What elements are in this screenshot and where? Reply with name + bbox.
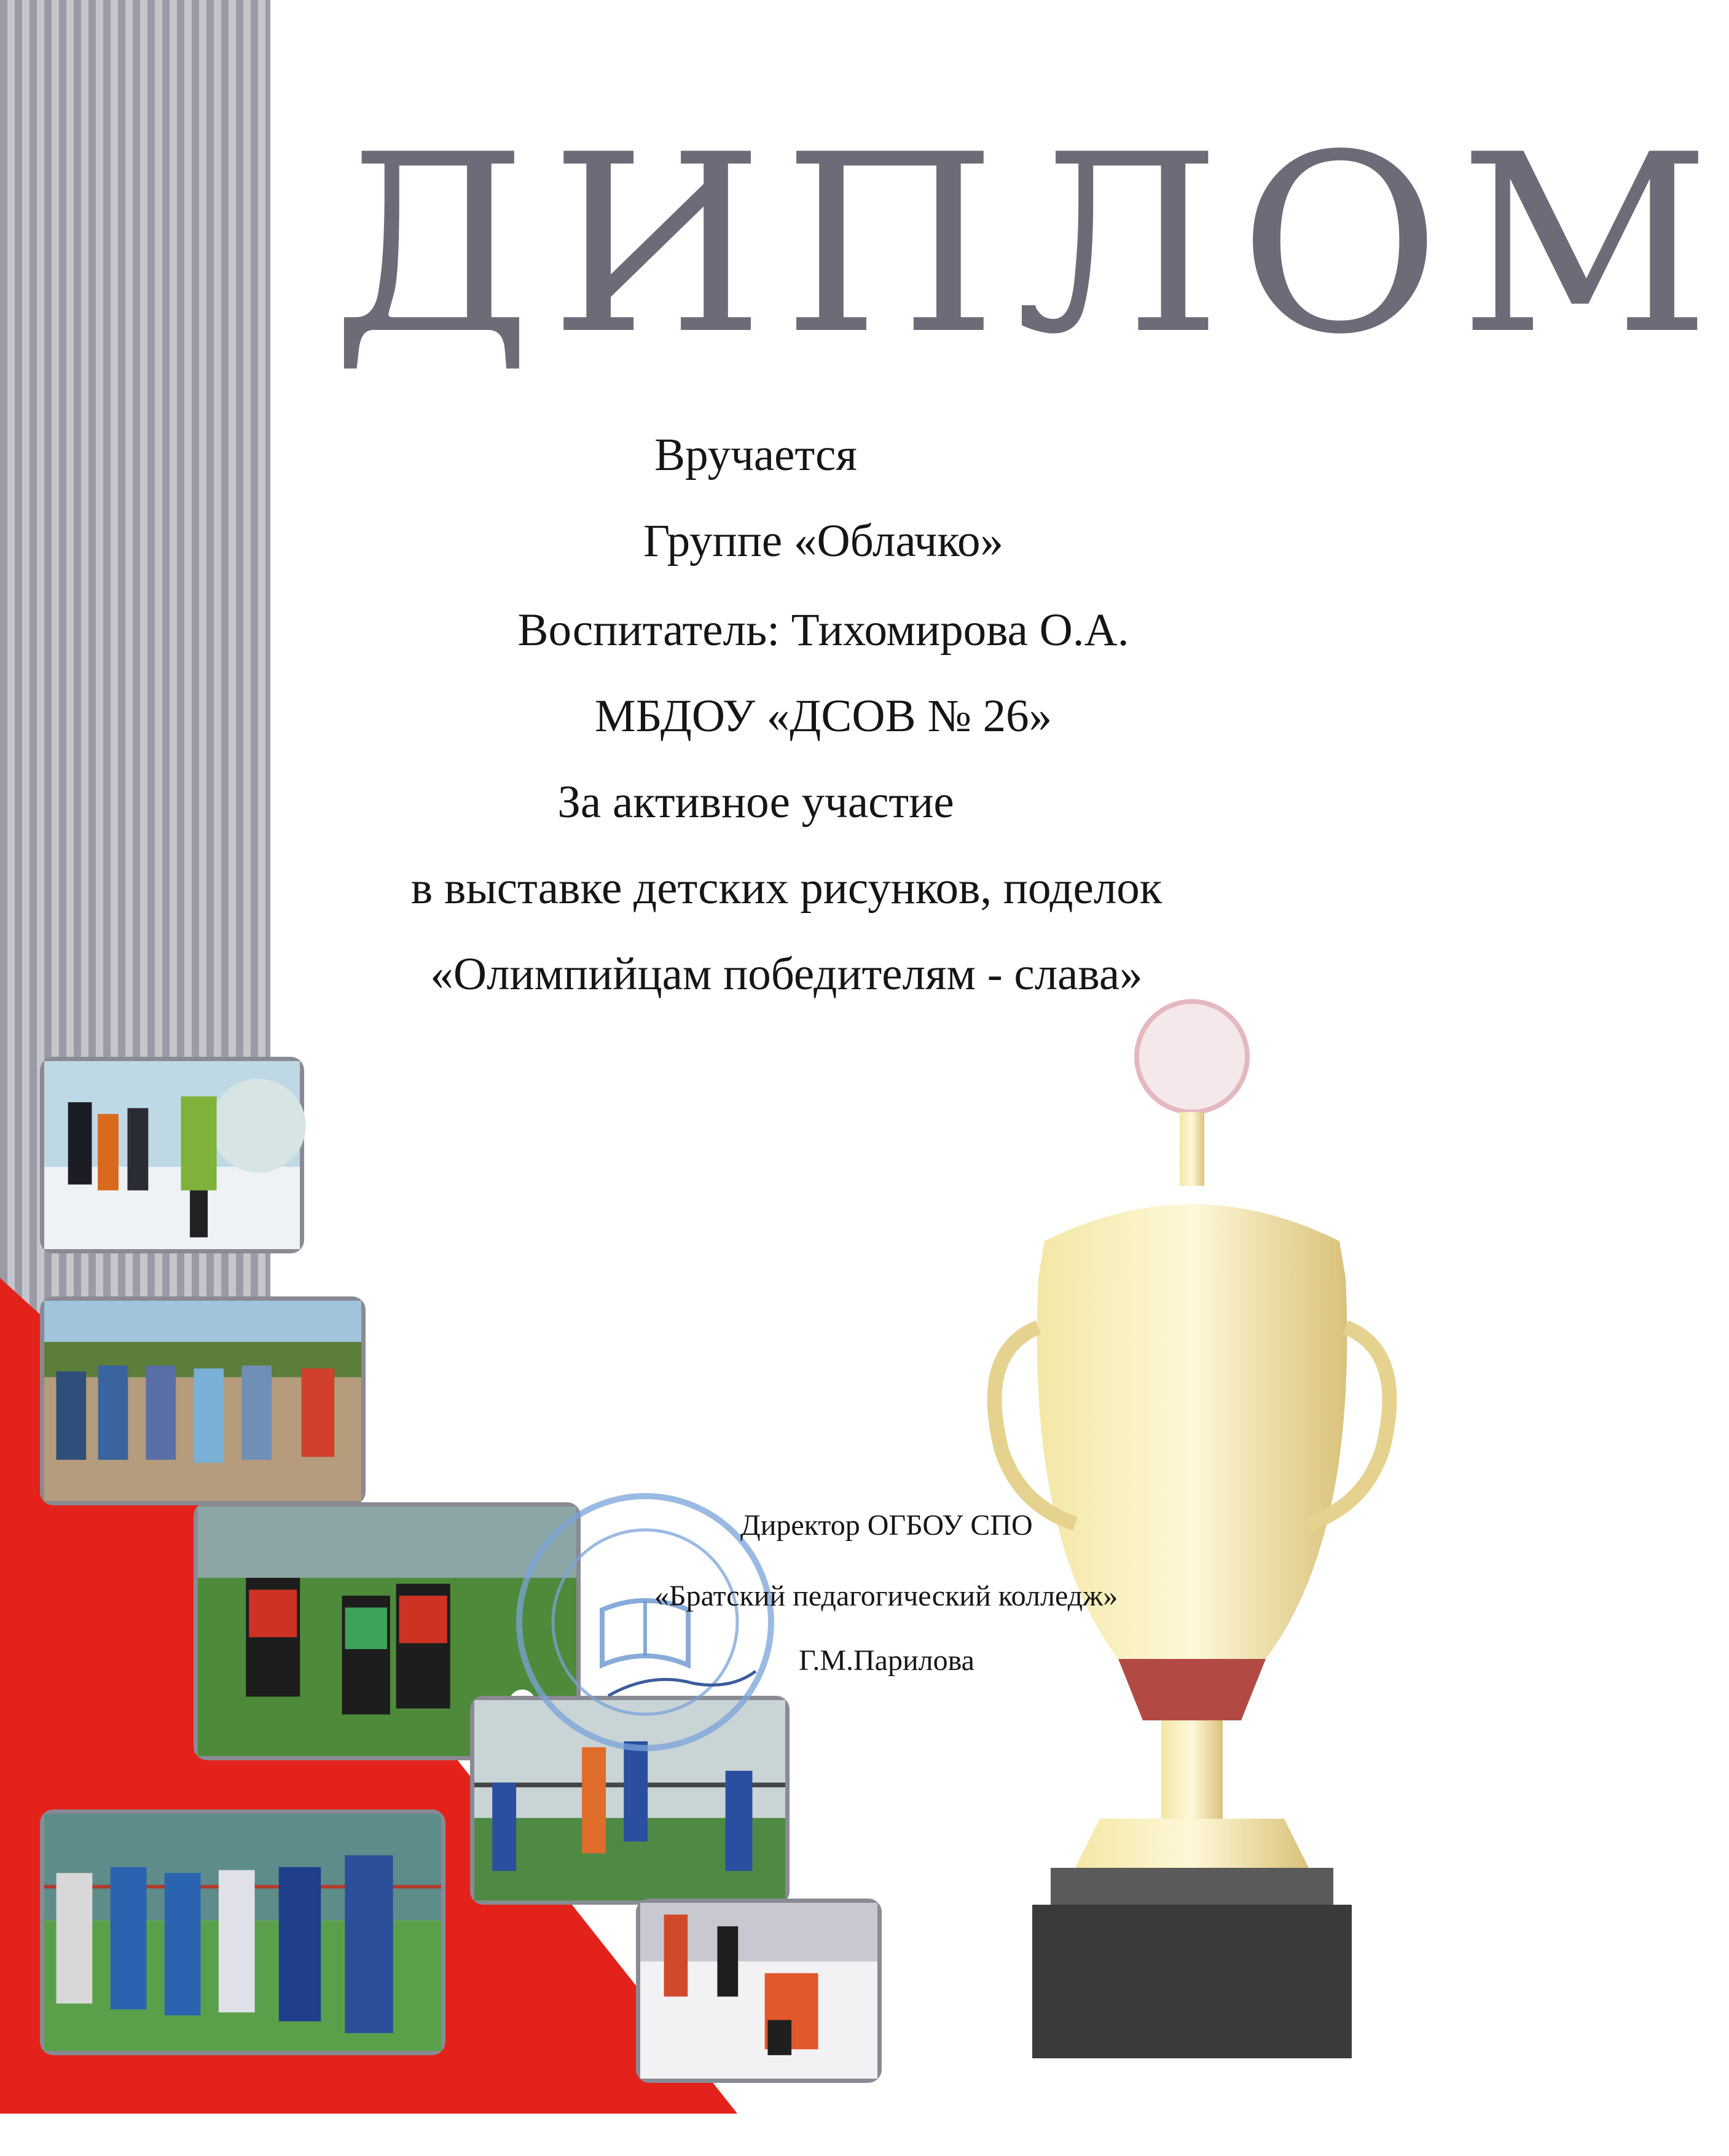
signature-organization: «Братский педагогический колледж» <box>654 1580 1118 1612</box>
diploma-title: ДИПЛОМ <box>332 103 1729 388</box>
tug-of-war-photo <box>40 1809 445 2055</box>
awarded-line: Вручается <box>654 429 857 480</box>
trophy-cup-icon <box>977 983 1407 2077</box>
official-stamp-icon <box>510 1487 780 1757</box>
hockey-photo <box>636 1899 882 2083</box>
group-line: Группе «Облачко» <box>643 515 1003 566</box>
running-photo <box>40 1296 366 1505</box>
signature-position: Директор ОГБОУ СПО <box>740 1509 1033 1542</box>
signature-name: Г.М.Парилова <box>799 1644 974 1677</box>
exhibition-title-line: «Олимпийцам победителям - слава» <box>430 949 1143 1000</box>
reason-line: За активное участие <box>557 777 954 828</box>
skiing-photo <box>40 1057 304 1253</box>
teacher-line: Воспитатель: Тихомирова О.А. <box>517 605 1129 656</box>
institution-line: МБДОУ «ДСОВ № 26» <box>594 691 1053 742</box>
exhibition-line: в выставке детских рисунков, поделок <box>410 863 1162 914</box>
